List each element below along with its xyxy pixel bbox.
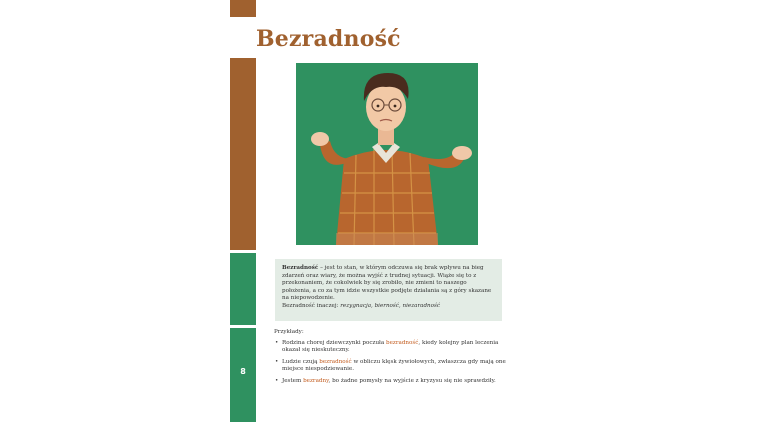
- definition-term: Bezradność: [282, 265, 319, 271]
- definition-body: – jest to stan, w którym odczuwa się brak wpływu na bieg zdarzeń oraz wiary, że można wyjść z trudnej sytuacji. Wiąże się to z przekonaniem, że cokolwiek by się zrobiło, nie zmieni to naszego położenia, a co za tym idzie wszystkie podjęte działania są z góry skazane na niepowodzenie.: [282, 265, 492, 302]
- synonyms-label: Bezradność inaczej:: [282, 302, 341, 309]
- example-item: [274, 340, 506, 355]
- example-text-before: Ludzie czują: [282, 358, 320, 365]
- definition-box: [275, 259, 502, 321]
- side-tab-brown: [230, 58, 256, 250]
- synonyms-list: rezygnacja, bierność, niezaradność: [340, 302, 441, 309]
- page-number: 8: [240, 367, 246, 376]
- example-text-before: Rodzina chorej dziewczynki poczuła: [282, 339, 386, 346]
- example-highlight: bezradny: [303, 377, 329, 384]
- examples-label: Przykłady:: [274, 329, 304, 335]
- example-text-after: w obliczu klęsk żywiołowych, zwłaszcza gdy mają one miejsce niespodziewanie.: [282, 358, 506, 373]
- example-text-after: , bo żadne pomysły na wyjście z kryzysu się nie sprawdziły.: [328, 377, 496, 384]
- example-item: [274, 378, 506, 386]
- illustration: [296, 63, 478, 245]
- example-text-after: , kiedy kolejny plan leczenia okazał się nieskuteczny.: [282, 339, 499, 354]
- example-text-before: Jestem: [282, 377, 304, 384]
- examples-section: [274, 329, 506, 390]
- page-title: Bezradność: [256, 26, 401, 52]
- example-highlight: bezradność: [385, 339, 419, 346]
- example-item: [274, 359, 506, 374]
- example-highlight: bezradność: [319, 358, 352, 365]
- examples-list: [274, 340, 506, 386]
- side-tab-brown-top: [230, 0, 256, 17]
- bezradny-mezczyzna-icon: [296, 63, 478, 245]
- side-tab-green-upper: [230, 253, 256, 325]
